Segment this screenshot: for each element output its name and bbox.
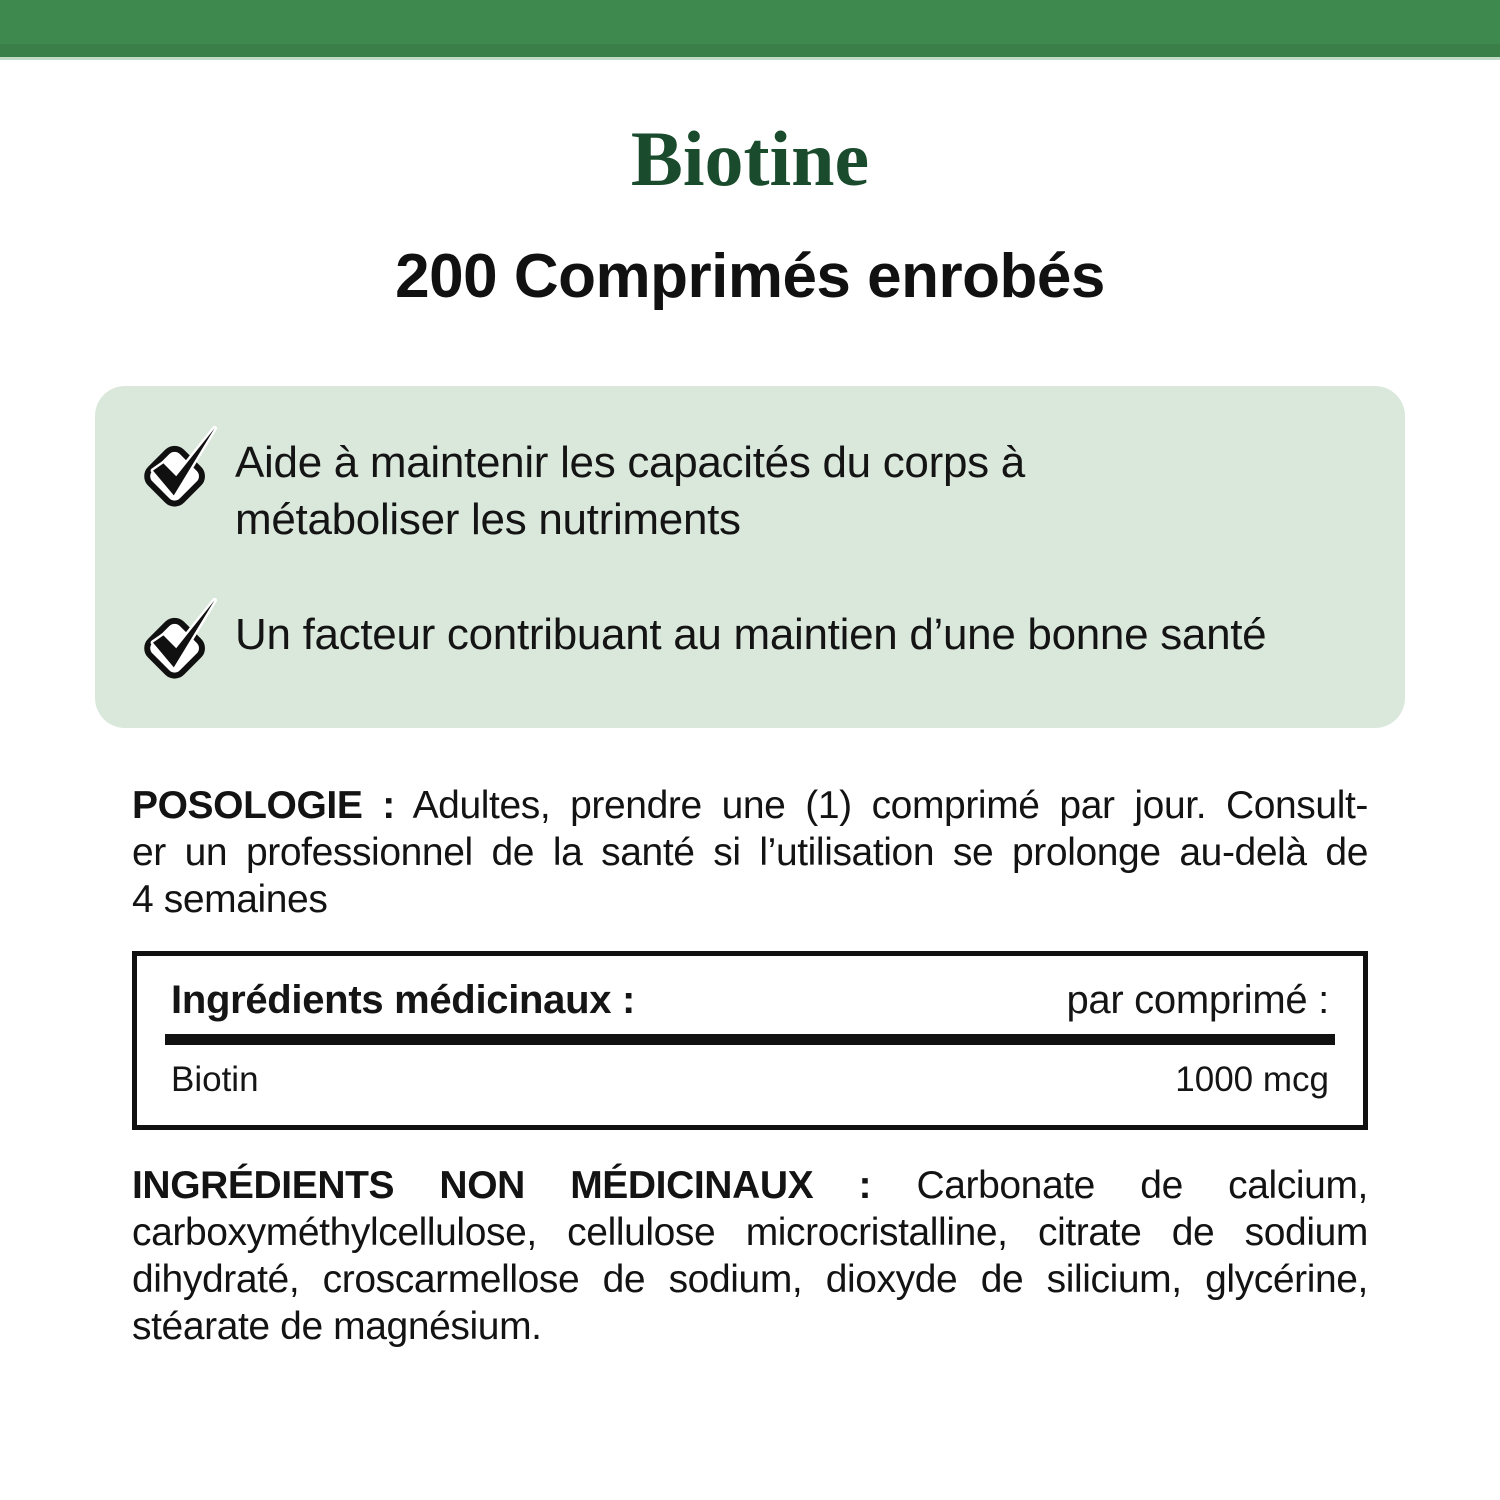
product-title: Biotine: [630, 115, 870, 202]
ingredient-name: Biotin: [171, 1059, 259, 1099]
product-count-subtitle: 200 Comprimés enrobés: [395, 241, 1105, 311]
non-medicinal-line: carboxyméthylcellulose, cellulose microcristalline, citrate de sodium: [132, 1210, 1368, 1254]
benefit-line: Un facteur contribuant au maintien d’une bonne santé: [235, 609, 1267, 659]
dosage-line: [132, 782, 1368, 829]
non-medicinal-line: stéarate de magnésium.: [132, 1304, 542, 1348]
benefits-panel: [95, 386, 1405, 728]
medicinal-header-row: [171, 976, 1329, 1024]
top-green-bar: [0, 0, 1500, 60]
dosage-paragraph: [132, 782, 1368, 923]
benefit-line: métaboliser les nutriments: [235, 494, 741, 544]
dosage-line: 4 semaines: [132, 877, 328, 921]
medicinal-header-right: par comprimé :: [1066, 977, 1329, 1022]
check-badge-icon: [141, 598, 221, 684]
dosage-text: Adultes, prendre une (1) comprimé par jour. Consult-: [412, 783, 1368, 827]
table-divider: [165, 1034, 1335, 1045]
table-row: [171, 1059, 1329, 1101]
non-medicinal-line: [132, 1162, 1368, 1209]
benefit-line: Aide à maintenir les capacités du corps à: [235, 437, 1025, 487]
non-medicinal-text: Carbonate de calcium,: [916, 1163, 1368, 1207]
benefit-item: [141, 604, 1365, 684]
medicinal-header-left: Ingrédients médicinaux :: [171, 977, 636, 1022]
check-badge-icon: [141, 426, 221, 512]
non-medicinal-label: INGRÉDIENTS NON MÉDICINAUX :: [132, 1163, 872, 1207]
ingredient-amount: 1000 mcg: [1175, 1059, 1329, 1099]
non-medicinal-line: dihydraté, croscarmellose de sodium, dioxyde de silicium, glycérine,: [132, 1257, 1368, 1301]
benefit-text: [235, 432, 1025, 548]
dosage-line: er un professionnel de la santé si l’utilisation se prolonge au-delà de: [132, 830, 1368, 874]
medicinal-ingredients-box: [132, 951, 1368, 1130]
benefit-item: [141, 432, 1365, 548]
benefit-text: [235, 604, 1266, 663]
non-medicinal-paragraph: [132, 1162, 1368, 1350]
dosage-label: POSOLOGIE :: [132, 783, 395, 827]
